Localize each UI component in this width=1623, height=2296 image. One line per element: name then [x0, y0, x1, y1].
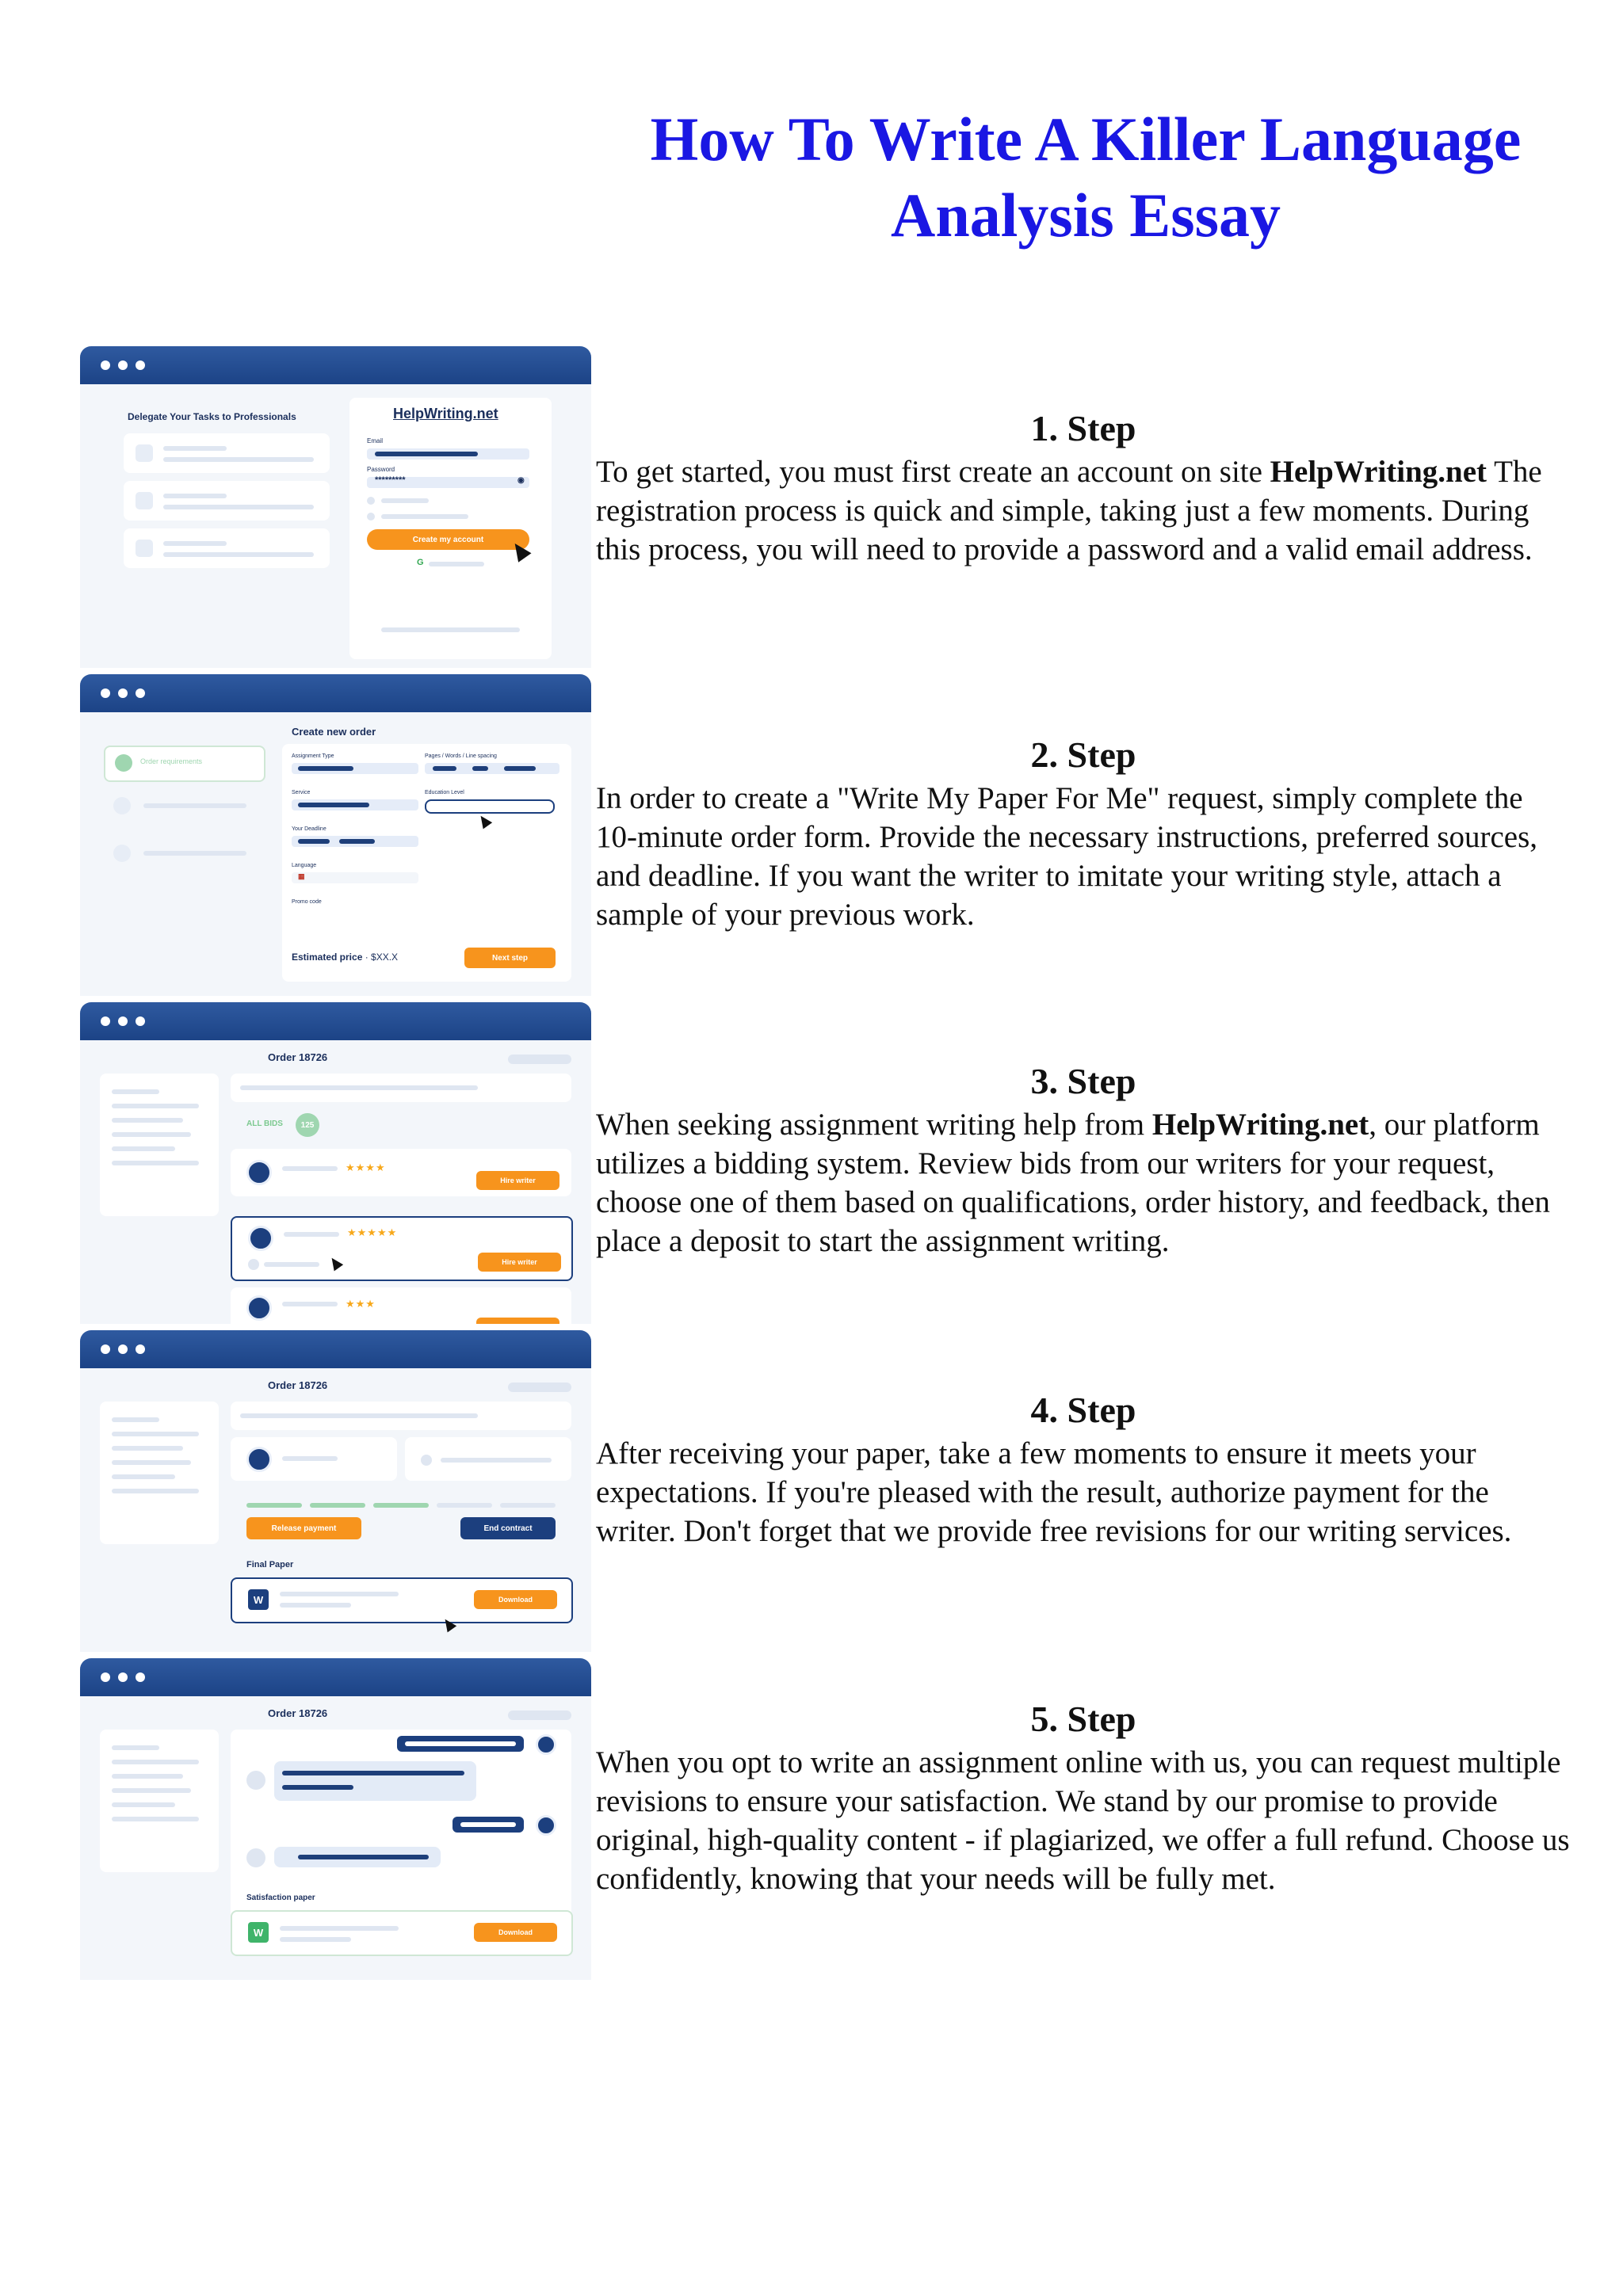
pages-stepper[interactable]	[425, 763, 559, 774]
browser-bar	[80, 346, 591, 384]
email-label: Email	[367, 437, 384, 444]
rating-stars: ★★★	[346, 1299, 376, 1310]
rating-stars: ★★★★	[346, 1162, 386, 1174]
word-document-icon: W	[248, 1589, 269, 1610]
order-number: Order 18726	[268, 1379, 328, 1391]
eye-icon[interactable]: ◉	[517, 476, 525, 485]
step-indicator-active[interactable]: Order requirements	[104, 746, 265, 782]
service-select[interactable]	[292, 799, 418, 810]
step-text: When you opt to write an assignment online with us, you can request multiple revisions to ensure your satisfaction. We stand by our promise to provide original, high-quality content - if plagiarized, we offer a full refund. Choose us confidently, knowing that your needs will be fully met.	[596, 1745, 1570, 1896]
order-sidebar	[100, 1730, 219, 1872]
password-label: Password	[367, 466, 395, 473]
step-5	[596, 1697, 1571, 1898]
avatar	[536, 1815, 556, 1836]
window-dot	[136, 688, 145, 698]
feature-card	[124, 433, 330, 473]
window-dot	[118, 1016, 128, 1026]
flag-icon: ▦	[298, 872, 305, 880]
step-heading: 2. Step	[1030, 734, 1136, 775]
assignment-type-select[interactable]	[292, 763, 418, 774]
deadline-picker[interactable]	[292, 836, 418, 847]
step-heading: 4. Step	[1030, 1390, 1136, 1430]
order-sidebar	[100, 1402, 219, 1544]
step-1	[596, 406, 1571, 569]
window-dot	[136, 1016, 145, 1026]
email-field[interactable]	[367, 448, 529, 460]
message-bubble-out	[397, 1736, 524, 1752]
hire-writer-button[interactable]: Hire writer	[476, 1171, 559, 1190]
hire-writer-button[interactable]	[476, 1318, 559, 1324]
satisfaction-paper-file[interactable]	[231, 1910, 573, 1956]
end-contract-button[interactable]: End contract	[460, 1517, 556, 1539]
google-icon[interactable]: G	[417, 558, 424, 567]
screenshot-signup	[80, 346, 591, 668]
step-3	[596, 1059, 1571, 1261]
step-text: To get started, you must first create an account on site HelpWriting.net The registration process is quick and simple, taking just a few moments. During this process, you will need to provide a password and a valid email address.	[596, 455, 1542, 566]
step-text: When seeking assignment writing help from HelpWriting.net, our platform utilizes a bidding system. Review bids from our writers for your request, choose one of them based on qualifications, order history, and feedback, then place a deposit to start the assignment writing.	[596, 1108, 1550, 1258]
education-select[interactable]	[425, 799, 555, 814]
order-number: Order 18726	[268, 1707, 328, 1719]
hire-writer-button[interactable]: Hire writer	[478, 1253, 561, 1272]
estimated-price: Estimated price · $XX.X	[292, 952, 399, 963]
language-select[interactable]	[292, 872, 418, 883]
window-dot	[118, 1344, 128, 1354]
writer-card	[231, 1437, 397, 1481]
window-dot	[136, 1672, 145, 1682]
page-title: How To Write A Killer Language Analysis Essay	[650, 105, 1522, 250]
helpwriting-link[interactable]: HelpWriting.net	[1151, 1108, 1369, 1142]
delegate-heading: Delegate Your Tasks to Professionals	[128, 411, 296, 422]
final-paper-file[interactable]	[231, 1577, 573, 1623]
bid-card-selected[interactable]	[231, 1216, 573, 1281]
step-text: In order to create a "Write My Paper For Me" request, simply complete the 10-minute order form. Provide the necessary instructions, preferred sources, and deadline. If you want the writer to imitate your writing style, attach a sample of your previous work.	[596, 781, 1538, 932]
step-heading: 1. Step	[1030, 408, 1136, 448]
window-dot	[101, 360, 110, 370]
window-dot	[101, 1016, 110, 1026]
window-dot	[101, 688, 110, 698]
window-dot	[136, 360, 145, 370]
satisfaction-paper-label: Satisfaction paper	[246, 1894, 315, 1902]
step-2	[596, 733, 1571, 934]
order-number: Order 18726	[268, 1051, 328, 1063]
window-dot	[101, 1672, 110, 1682]
support-card	[405, 1437, 571, 1481]
bid-count-badge: 125	[296, 1113, 319, 1137]
avatar	[246, 1447, 272, 1472]
helpwriting-link[interactable]: HelpWriting.net	[1270, 455, 1487, 489]
step-text: After receiving your paper, take a few moments to ensure it meets your expectations. If you're pleased with the result, authorize payment for the writer. Don't forget that we provide free revisions for our writing services.	[596, 1436, 1512, 1548]
avatar	[536, 1734, 556, 1755]
chat-panel	[231, 1730, 571, 1936]
screenshot-order-form	[80, 674, 591, 996]
final-paper-label: Final Paper	[246, 1560, 294, 1569]
brand-logo: HelpWriting.net	[393, 406, 498, 421]
download-button[interactable]: Download	[474, 1923, 557, 1942]
browser-bar	[80, 1330, 591, 1368]
release-payment-button[interactable]: Release payment	[246, 1517, 361, 1539]
order-form: Assignment Type Pages / Words / Line spacing Service Education Level Your Deadline Language ▦ Promo code Estimated price · $XX.X Next step	[282, 744, 571, 982]
avatar	[246, 1160, 272, 1185]
form-heading: Create new order	[292, 726, 376, 738]
step-heading: 3. Step	[1030, 1061, 1136, 1101]
next-step-button[interactable]: Next step	[464, 948, 556, 968]
rating-stars: ★★★★★	[347, 1227, 398, 1239]
browser-bar	[80, 674, 591, 712]
window-dot	[101, 1344, 110, 1354]
order-summary	[231, 1074, 571, 1102]
feature-card	[124, 481, 330, 521]
download-button[interactable]: Download	[474, 1590, 557, 1609]
screenshot-final-paper	[80, 1330, 591, 1652]
bid-card[interactable]	[231, 1149, 571, 1196]
screenshot-revisions	[80, 1658, 591, 1980]
browser-bar	[80, 1658, 591, 1696]
window-dot	[118, 360, 128, 370]
message-bubble-out	[453, 1817, 524, 1833]
avatar	[248, 1226, 273, 1251]
password-field[interactable]: ********* ◉	[367, 477, 529, 488]
step-4	[596, 1388, 1571, 1550]
bid-card[interactable]	[231, 1287, 571, 1324]
window-dot	[118, 688, 128, 698]
create-account-button[interactable]: Create my account	[367, 529, 529, 550]
browser-bar	[80, 1002, 591, 1040]
message-bubble-in	[274, 1761, 476, 1801]
avatar	[246, 1295, 272, 1321]
signup-form	[349, 398, 552, 659]
feature-card	[124, 528, 330, 568]
window-dot	[136, 1344, 145, 1354]
order-sidebar	[100, 1074, 219, 1216]
order-summary	[231, 1402, 571, 1430]
screenshot-bids	[80, 1002, 591, 1324]
window-dot	[118, 1672, 128, 1682]
cursor-icon	[476, 813, 492, 830]
all-bids-label: ALL BIDS	[246, 1119, 283, 1128]
message-bubble-in	[274, 1847, 441, 1867]
document-icon: W	[248, 1922, 269, 1943]
step-heading: 5. Step	[1030, 1699, 1136, 1739]
cursor-icon	[327, 1255, 343, 1272]
